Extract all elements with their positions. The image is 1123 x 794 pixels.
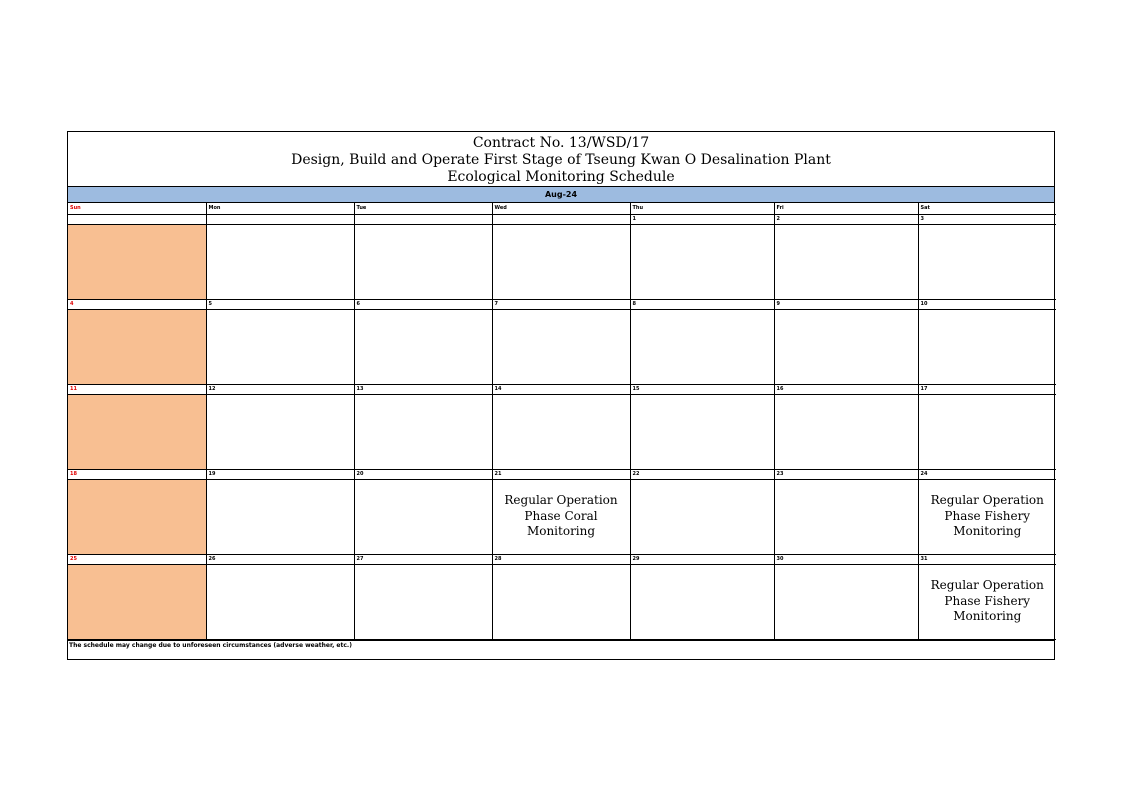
day-cell: [68, 224, 206, 299]
day-cell: [206, 224, 354, 299]
week-body-row: [68, 394, 1056, 469]
event-label: [777, 225, 918, 299]
day-number: 5: [206, 299, 354, 309]
day-number: 7: [492, 299, 630, 309]
day-number: 2: [774, 214, 918, 224]
day-number: [68, 214, 206, 224]
event-label: [209, 395, 354, 469]
day-cell: [206, 479, 354, 554]
event-label: [209, 480, 354, 554]
day-cell: [774, 479, 918, 554]
day-number: 21: [492, 469, 630, 479]
week-day-number-row: [68, 299, 1056, 309]
day-cell: [492, 309, 630, 384]
day-cell: [630, 309, 774, 384]
day-number: 13: [354, 384, 492, 394]
day-number: 6: [354, 299, 492, 309]
event-label: [70, 310, 206, 384]
event-label: [357, 310, 492, 384]
event-label: Regular Operation Phase Coral Monitoring: [504, 493, 618, 539]
day-cell: [354, 564, 492, 639]
event-label: [357, 480, 492, 554]
week-body-row: [68, 309, 1056, 384]
day-number: 24: [918, 469, 1056, 479]
day-cell: [492, 394, 630, 469]
day-cell: [918, 394, 1056, 469]
day-cell: [918, 309, 1056, 384]
contract-number: Contract No. 13/WSD/17: [472, 135, 650, 151]
day-cell: [68, 309, 206, 384]
day-number: 25: [68, 554, 206, 564]
day-cell: [206, 394, 354, 469]
day-number: 12: [206, 384, 354, 394]
event-label: [495, 225, 630, 299]
day-cell: [774, 224, 918, 299]
event-label: [357, 225, 492, 299]
day-number: 31: [918, 554, 1056, 564]
event-label: [777, 565, 918, 639]
day-cell: [354, 224, 492, 299]
day-number: 17: [918, 384, 1056, 394]
day-number: [206, 214, 354, 224]
event-label: [633, 565, 774, 639]
day-cell: [354, 309, 492, 384]
day-number: 23: [774, 469, 918, 479]
day-number: 11: [68, 384, 206, 394]
calendar-grid: [68, 203, 1056, 640]
weekday-header-row: [68, 203, 1056, 214]
day-cell: [630, 564, 774, 639]
day-cell: [492, 564, 630, 639]
event-label: [777, 480, 918, 554]
event-label: Regular Operation Phase Fishery Monitoring: [930, 493, 1044, 539]
day-cell: [492, 224, 630, 299]
weekday-label: Sun: [68, 203, 206, 214]
day-number: 19: [206, 469, 354, 479]
day-number: 30: [774, 554, 918, 564]
day-number: [492, 214, 630, 224]
event-label: [70, 395, 206, 469]
schedule-note: The schedule may change due to unforeseen circumstances (adverse weather, etc.): [68, 640, 1054, 659]
day-cell: [492, 479, 630, 554]
event-label: [209, 565, 354, 639]
event-label: [633, 310, 774, 384]
day-cell: [774, 309, 918, 384]
event-label: [921, 395, 1057, 469]
week-body-row: [68, 564, 1056, 639]
day-number: 28: [492, 554, 630, 564]
day-cell: [206, 309, 354, 384]
day-cell: [68, 394, 206, 469]
weekday-label: Wed: [492, 203, 630, 214]
event-label: [495, 395, 630, 469]
event-label: [495, 310, 630, 384]
day-cell: [774, 394, 918, 469]
day-number: 26: [206, 554, 354, 564]
day-cell: [354, 394, 492, 469]
week-day-number-row: [68, 554, 1056, 564]
day-number: 14: [492, 384, 630, 394]
day-cell: [206, 564, 354, 639]
day-number: 3: [918, 214, 1056, 224]
day-cell: [630, 224, 774, 299]
weekday-label: Thu: [630, 203, 774, 214]
event-label: [633, 395, 774, 469]
event-label: Regular Operation Phase Fishery Monitoring: [930, 578, 1044, 624]
weekday-label: Mon: [206, 203, 354, 214]
event-label: [633, 225, 774, 299]
day-number: [354, 214, 492, 224]
schedule-title: Ecological Monitoring Schedule: [447, 169, 675, 185]
event-label: [921, 310, 1057, 384]
day-number: 16: [774, 384, 918, 394]
event-label: [70, 565, 206, 639]
day-cell: [630, 479, 774, 554]
day-number: 9: [774, 299, 918, 309]
day-number: 4: [68, 299, 206, 309]
week-body-row: [68, 224, 1056, 299]
day-cell: [918, 224, 1056, 299]
weekday-label: Fri: [774, 203, 918, 214]
event-label: [70, 225, 206, 299]
week-day-number-row: [68, 469, 1056, 479]
week-day-number-row: [68, 384, 1056, 394]
day-cell: [918, 564, 1056, 639]
week-day-number-row: [68, 214, 1056, 224]
day-number: 8: [630, 299, 774, 309]
schedule-sheet: [67, 131, 1055, 660]
day-number: 29: [630, 554, 774, 564]
event-label: [209, 225, 354, 299]
event-label: [777, 310, 918, 384]
day-number: 10: [918, 299, 1056, 309]
weekday-label: Tue: [354, 203, 492, 214]
title-block: [68, 132, 1054, 187]
day-number: 15: [630, 384, 774, 394]
day-cell: [68, 479, 206, 554]
day-cell: [774, 564, 918, 639]
event-label: [633, 480, 774, 554]
event-label: [777, 395, 918, 469]
day-number: 22: [630, 469, 774, 479]
month-header: Aug-24: [68, 187, 1054, 203]
event-label: [357, 395, 492, 469]
event-label: [70, 480, 206, 554]
day-number: 20: [354, 469, 492, 479]
event-label: [209, 310, 354, 384]
project-title: Design, Build and Operate First Stage of Tseung Kwan O Desalination Plant: [291, 152, 831, 168]
day-cell: [68, 564, 206, 639]
event-label: [921, 225, 1057, 299]
day-cell: [354, 479, 492, 554]
week-body-row: [68, 479, 1056, 554]
event-label: [357, 565, 492, 639]
day-cell: [918, 479, 1056, 554]
day-number: 27: [354, 554, 492, 564]
day-number: 18: [68, 469, 206, 479]
event-label: [495, 565, 630, 639]
day-number: 1: [630, 214, 774, 224]
weekday-label: Sat: [918, 203, 1056, 214]
day-cell: [630, 394, 774, 469]
